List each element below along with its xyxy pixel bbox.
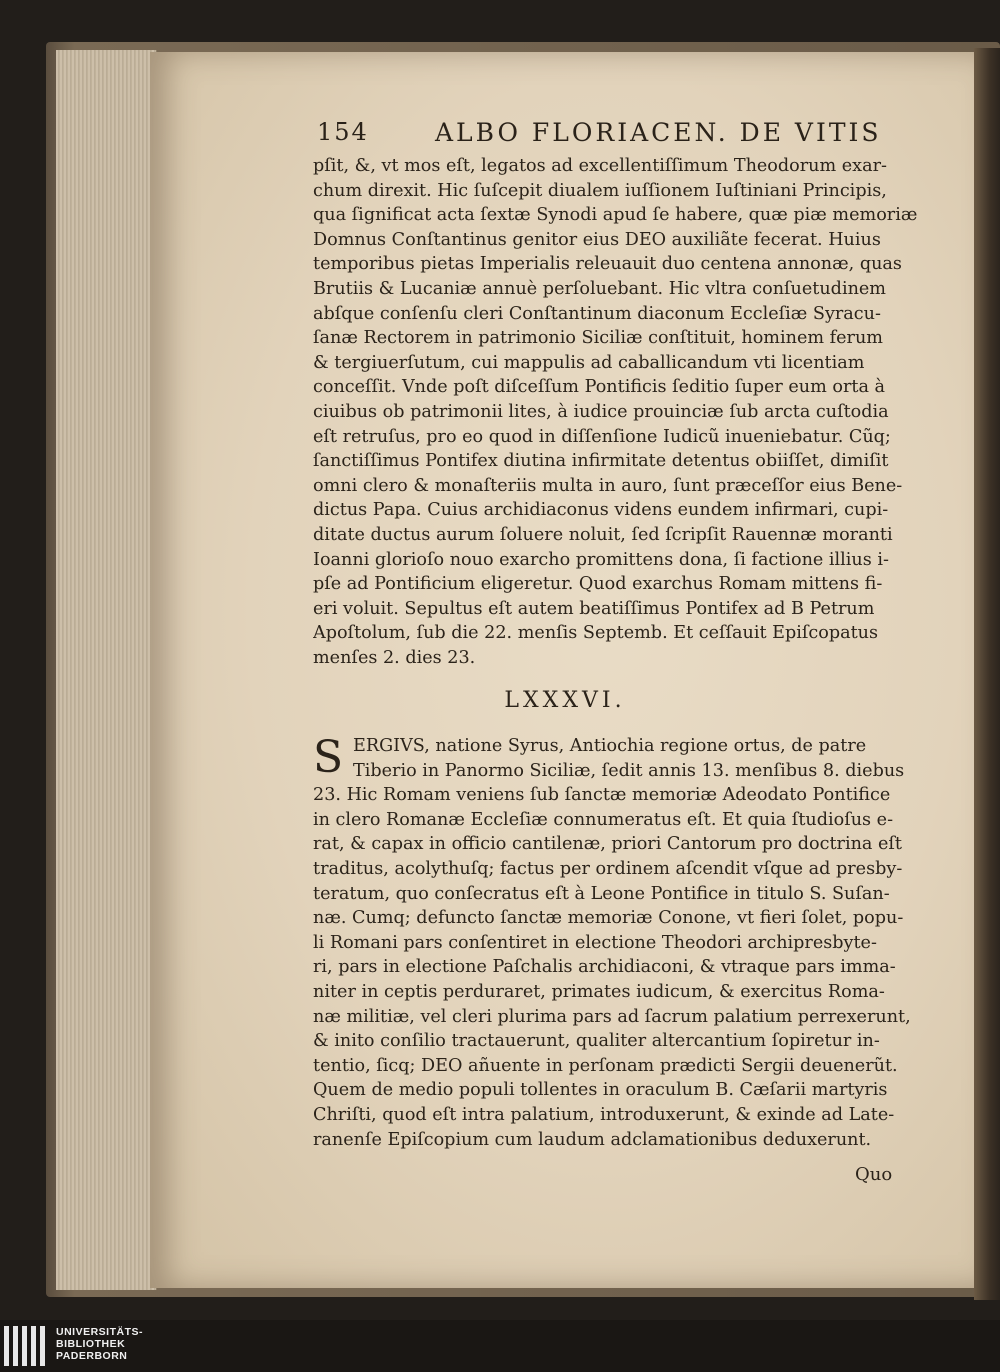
page-number: 154 [317,118,369,146]
text-line: ciuibus ob patrimonii lites, à iudice prouinciæ ſub arcta cuſtodia [313,401,889,422]
text-line: abſque conſenſu cleri Conſtantinum diaconum Eccleſiæ Syracu- [313,303,881,324]
text-line: pſe ad Pontificium eligeretur. Quod exarchus Romam mittens fi- [313,574,883,595]
text-line: næ militiæ, vel cleri plurima pars ad ſacrum palatium perrexerunt, [313,1006,911,1027]
text-line: pſit, &, vt mos eſt, legatos ad excellentiſſimum Theodorum exar- [313,156,887,176]
logo-line: BIBLIOTHEK [56,1338,126,1350]
text-line: Ioanni glorioſo nouo exarcho promittens dona, ſi factione illius i- [313,549,889,570]
text-line: Chriſti, quod eſt intra palatium, introduxerunt, & exinde ad Late- [313,1104,895,1125]
text-line: omni clero & monaſteriis multa in auro, ſunt præceſſor eius Bene- [313,475,903,496]
text-line: Apoſtolum, ſub die 22. menſis Septemb. Et ceſſauit Epiſcopatus [313,623,879,644]
text-line: conceſſit. Vnde poſt diſceſſum Pontificis ſeditio ſuper eum orta à [313,377,886,398]
text-line: temporibus pietas Imperialis releuauit duo centena annonæ, quas [313,254,902,275]
text-line: eri voluit. Sepultus eſt autem beatiſſimus Pontifex ad B Petrum [313,598,875,619]
chapter-number: LXXXVI. [504,688,626,713]
text-line: Brutiis & Lucaniæ annuè perſoluebant. Hic vltra conſuetudinem [313,278,886,299]
library-logo [0,1320,200,1372]
text-line: in clero Romanæ Eccleſiæ connumeratus eſt. Et quia ſtudioſus e- [313,809,894,830]
text-line: Tiberio in Panormo Siciliæ, ſedit annis 13. menſibus 8. diebus [353,760,905,781]
page-edges [56,50,157,1290]
text-line: niter in ceptis perduraret, primates iudicum, & exercitus Roma- [313,981,885,1002]
text-line: eſt retruſus, pro eo quod in diſſenſione Iudicũ inueniebatur. Cũq; [313,426,891,447]
text-line: ditate ductus aurum ſoluere noluit, ſed ſcripſit Rauennæ moranti [313,524,893,545]
text-line: & inito conſilio tractauerunt, qualiter altercantium ſopiretur in- [313,1031,880,1052]
text-line: ſanctiſſimus Pontifex diutina infirmitate detentus obiiſſet, dimiſit [313,451,889,472]
catchword: Quo [855,1164,893,1185]
text-line: li Romani pars conſentiret in electione Theodori archipresbyte- [313,932,877,953]
text-line: tentio, ſicq; DEO añuente in perſonam prædicti Sergii deuenerũt. [313,1055,898,1076]
body-text [313,154,925,670]
text-line: Domnus Conſtantinus genitor eius DEO auxiliãte fecerat. Huius [313,229,881,250]
running-head: ALBO FLORIACEN. DE VITIS [435,118,882,147]
drop-initial: S [313,732,344,783]
text-line: teratum, quo conſecratus eſt à Leone Pontifice in titulo S. Suſan- [313,883,890,904]
text-line: traditus, acolythuſq; factus per ordinem aſcendit vſque ad presby- [313,858,903,879]
text-line: ranenſe Epiſcopium cum laudum adclamationibus deduxerunt. [313,1129,872,1150]
text-line: 23. Hic Romam veniens ſub ſanctæ memoriæ Adeodato Pontifice [313,785,891,806]
text-line: qua ſignificat acta ſextæ Synodi apud ſe habere, quæ piæ memoriæ [313,205,918,226]
logo-line: UNIVERSITÄTS- [56,1326,144,1338]
text-line: ri, pars in electione Paſchalis archidiaconi, & vtraque pars imma- [313,957,896,978]
text-line: ERGIVS, natione Syrus, Antiochia regione ortus, de patre [353,736,867,756]
text-line: næ. Cumq; defuncto ſanctæ memoriæ Conone, vt fieri ſolet, popu- [313,908,904,929]
chapter-text [313,734,925,1152]
page-header [317,118,917,152]
text-line: chum direxit. Hic ſuſcepit diualem iuſſionem Iuſtiniani Principis, [313,180,887,201]
logo-line: PADERBORN [56,1350,128,1362]
book-gutter-edge [974,48,1000,1300]
text-line: dictus Papa. Cuius archidiaconus videns eundem infirmari, cupi- [313,500,889,521]
text-line: menſes 2. dies 23. [313,647,476,668]
library-logo-icon [4,1326,48,1366]
text-line: ſanæ Rectorem in patrimonio Siciliæ conſtituit, hominem ferum [313,328,883,349]
library-logo-text [56,1326,143,1362]
text-line: & tergiuerſutum, cui mappulis ad caballicandum vti licentiam [313,352,865,373]
text-line: Quem de medio populi tollentes in oraculum B. Cæſarii martyris [313,1080,888,1101]
text-line: rat, & capax in officio cantilenæ, priori Cantorum pro doctrina eſt [313,834,902,855]
